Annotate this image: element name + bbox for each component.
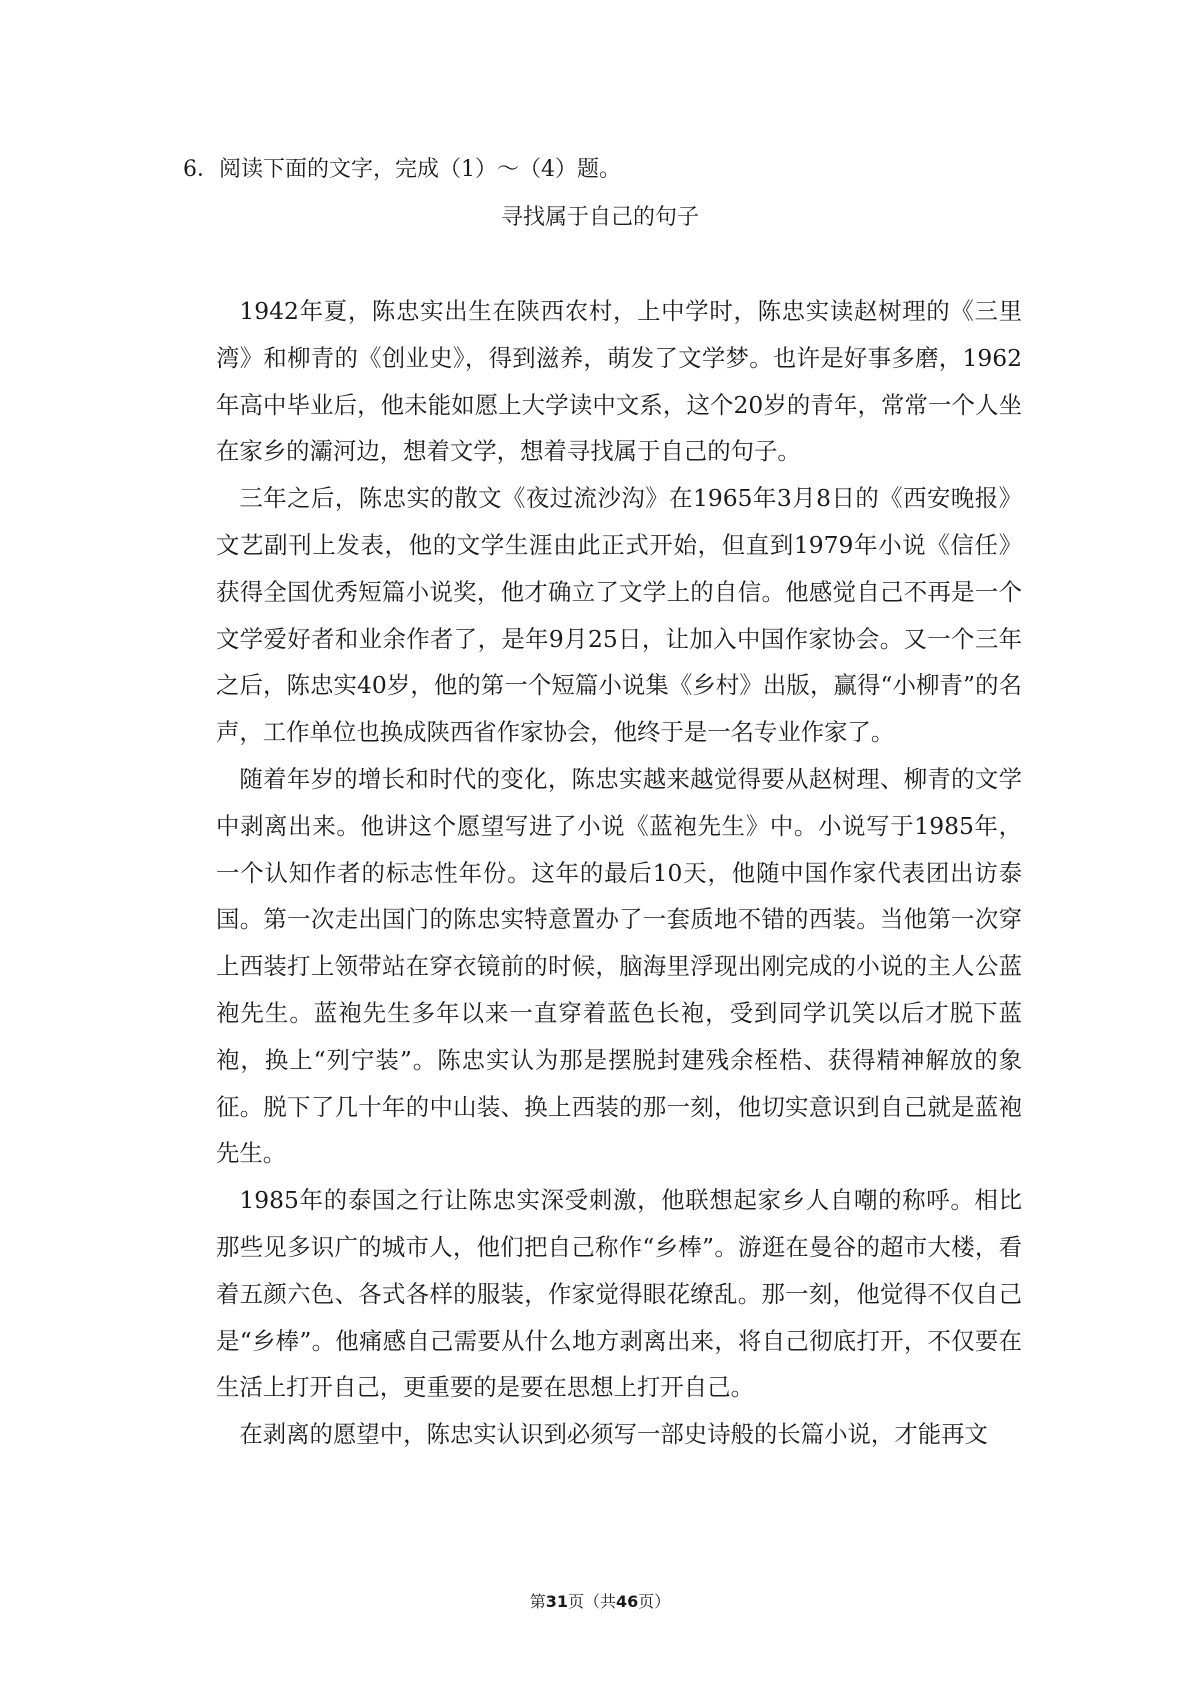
article-paragraph-4: 1985年的泰国之行让陈忠实深受刺激，他联想起家乡人自嘲的称呼。相比那些见多识广的城市人，他们把自己称作“乡棒”。游逛在曼谷的超市大楼，看着五颜六色、各式各样的服装，作家觉得眼花缭乱。那一刻，他觉得不仅自己是“乡棒”。他痛感自己需要从什么地方剥离出来，将自己彻底打开，不仅要在生活上打开自己，更重要的是要在思想上打开自己。 [216, 1186, 1022, 1402]
article-paragraph-3: 随着年岁的增长和时代的变化，陈忠实越来越觉得要从赵树理、柳青的文学中剥离出来。他讲这个愿望写进了小说《蓝袍先生》中。小说写于1985年，一个认知作者的标志性年份。这年的最后10天，他随中国作家代表团出访泰国。第一次走出国门的陈忠实特意置办了一套质地不错的西装。当他第一次穿上西装打上领带站在穿衣镜前的时候，脑海里浮现出刚完成的小说的主人公蓝袍先生。蓝袍先生多年以来一直穿着蓝色长袍，受到同学讥笑以后才脱下蓝袍，换上“列宁装”。陈忠实认为那是摆脱封建残余桎梏、获得精神解放的象征。脱下了几十年的中山装、换上西装的那一刻，他切实意识到自己就是蓝袍先生。 [216, 764, 1022, 1168]
page-footer [0, 1590, 1200, 1614]
question-number: 6． [183, 157, 219, 182]
article-paragraph-5: 在剥离的愿望中，陈忠实认识到必须写一部史诗般的长篇小说，才能再文 [239, 1420, 988, 1449]
question-header [183, 152, 621, 188]
footer-suffix: 页） [638, 1592, 671, 1611]
article-body [216, 288, 1022, 1458]
footer-total-pages: 46 [616, 1592, 639, 1611]
article-paragraph-2: 三年之后，陈忠实的散文《夜过流沙沟》在1965年3月8日的《西安晚报》文艺副刊上发表，他的文学生涯由此正式开始，但直到1979年小说《信任》获得全国优秀短篇小说奖，他才确立了文学上的自信。他感觉自己不再是一个文学爱好者和业余作者了，是年9月25日，让加入中国作家协会。又一个三年之后，陈忠实40岁，他的第一个短篇小说集《乡村》出版，赢得“小柳青”的名声，工作单位也换成陕西省作家协会，他终于是一名专业作家了。 [216, 484, 1022, 747]
question-prompt: 阅读下面的文字，完成（1）～（4）题。 [219, 157, 621, 182]
footer-prefix: 第 [529, 1592, 546, 1611]
footer-middle: 页（共 [567, 1592, 616, 1611]
article-title: 寻找属于自己的句子 [500, 205, 699, 230]
article-paragraph-1: 1942年夏，陈忠实出生在陕西农村，上中学时，陈忠实读赵树理的《三里湾》和柳青的《创业史》，得到滋养，萌发了文学梦。也许是好事多磨，1962年高中毕业后，他未能如愿上大学读中文系，这个20岁的青年，常常一个人坐在家乡的灞河边，想着文学，想着寻找属于自己的句子。 [216, 297, 1022, 466]
footer-current-page: 31 [545, 1592, 568, 1611]
